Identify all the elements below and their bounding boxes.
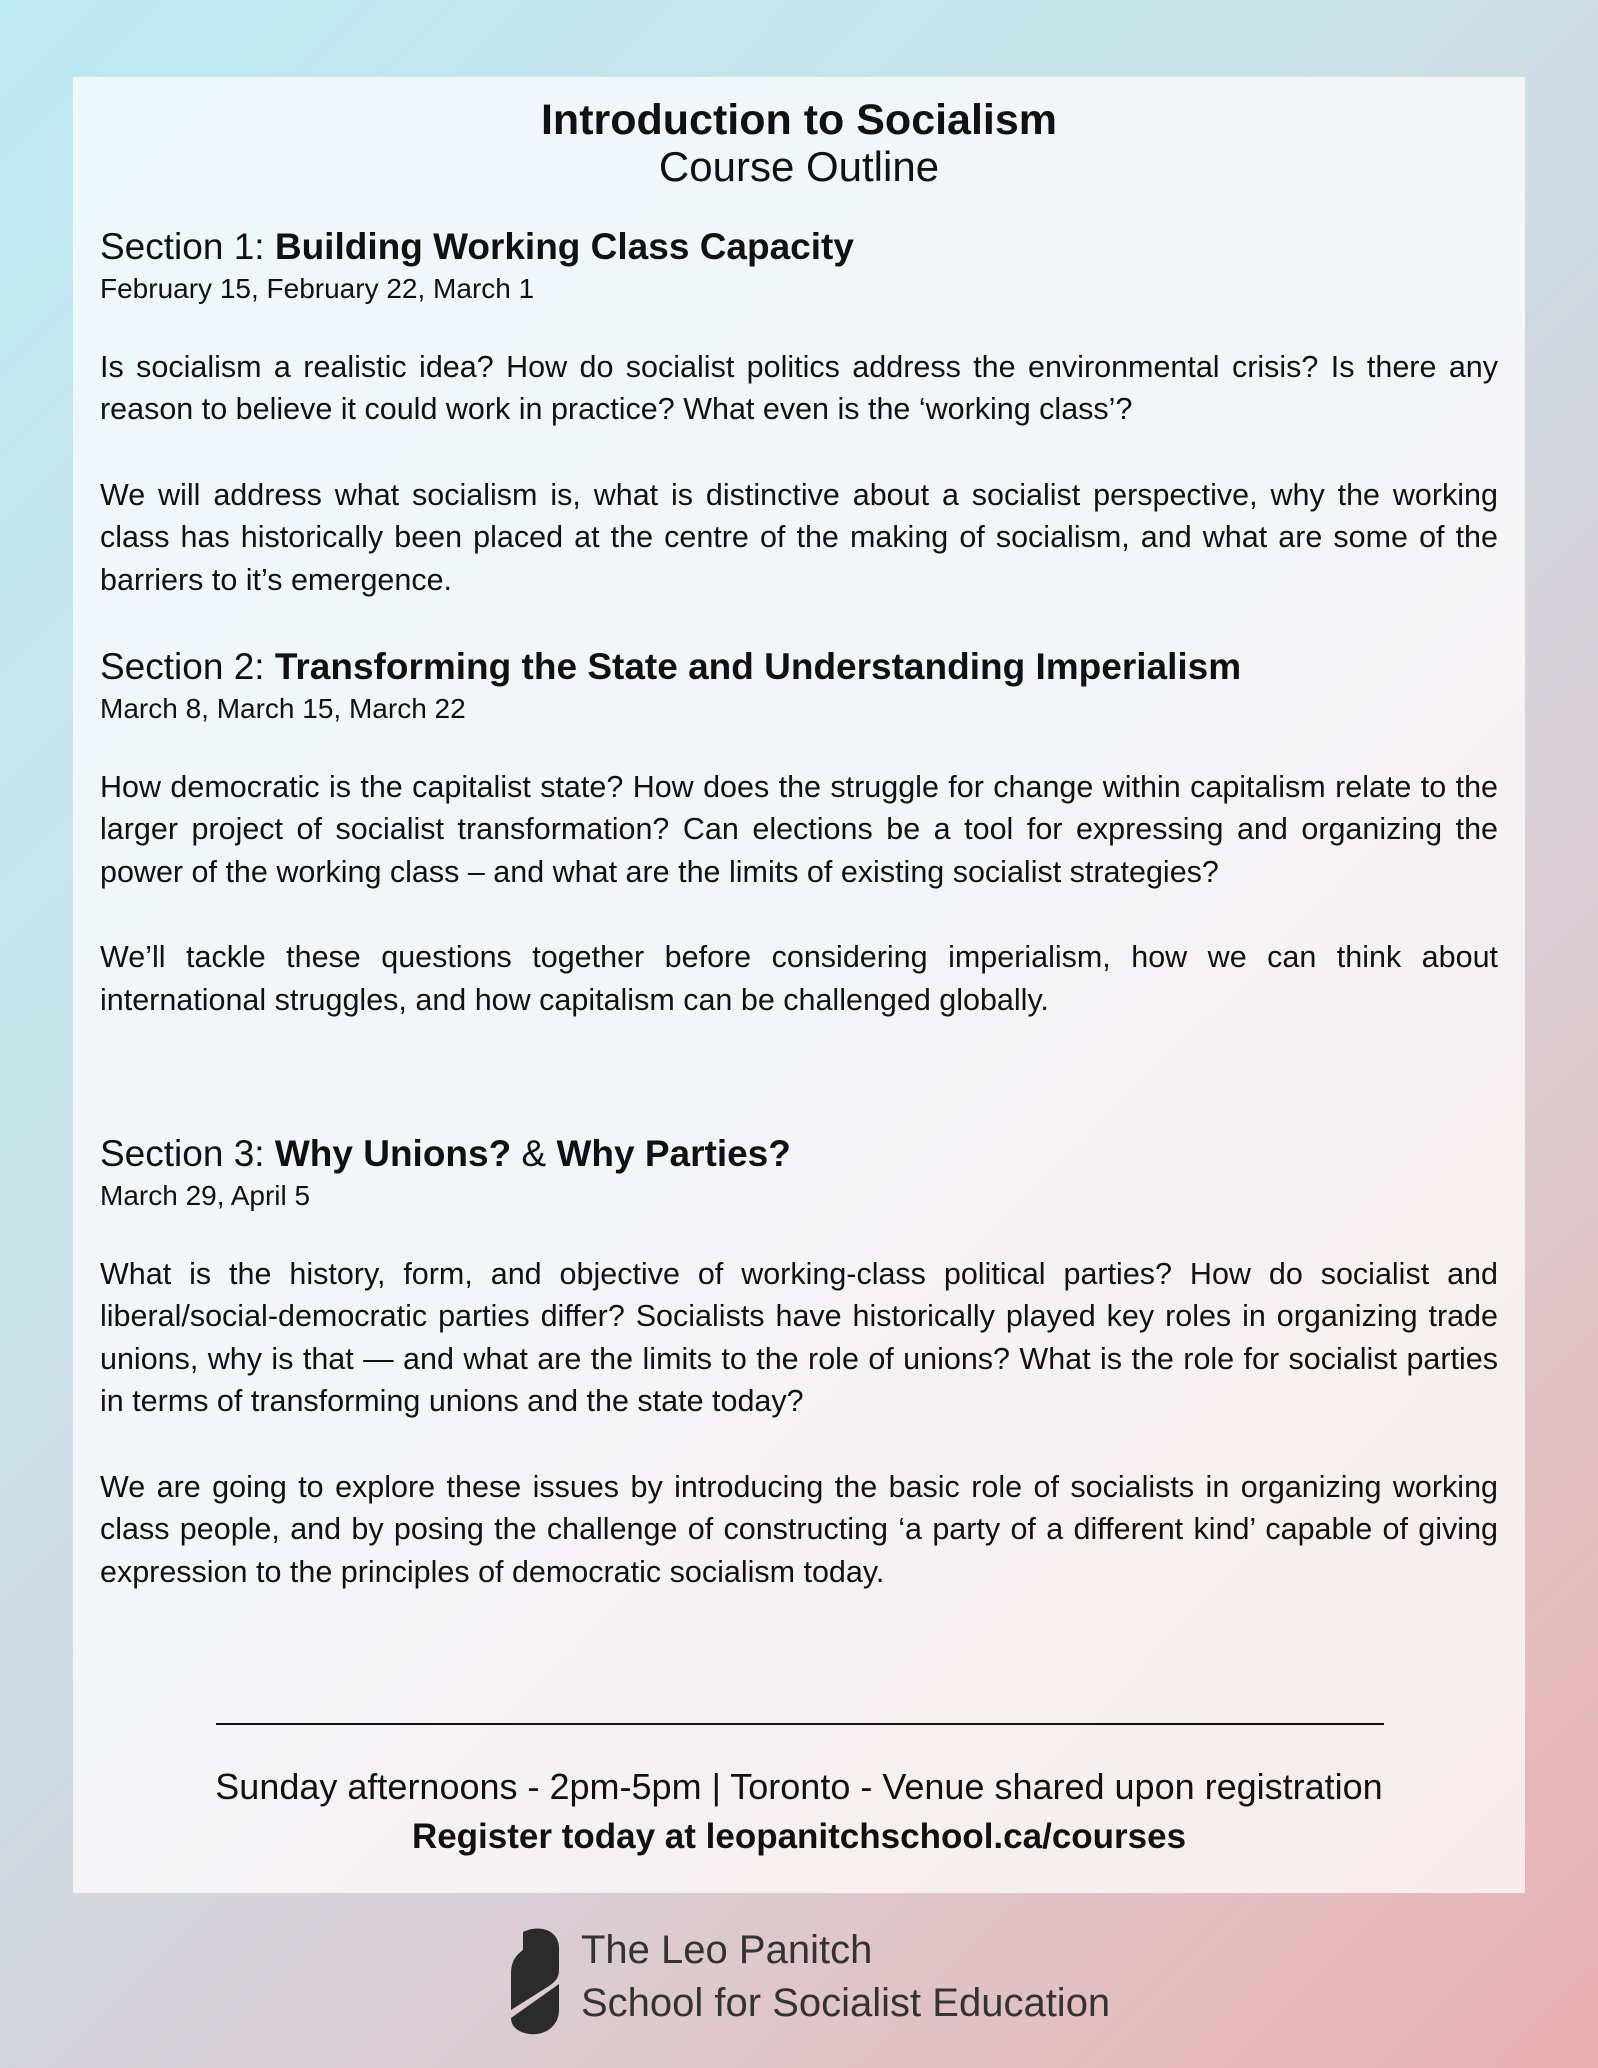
section-3 <box>100 1132 1498 1593</box>
section-2 <box>100 645 1498 1021</box>
section-paragraph: We are going to explore these issues by introducing the basic role of socialists in organizing working class people, and by posing the challenge of constructing ‘a party of a different kind’ capable of giving expression to the principles of democratic socialism today. <box>100 1469 1498 1589</box>
section-heading <box>100 225 1498 269</box>
course-outline-card <box>73 77 1525 1893</box>
section-title: Transforming the State and Understanding Imperialism <box>274 646 1242 687</box>
school-logo <box>505 1926 1325 2036</box>
school-name <box>581 1924 1110 2030</box>
section-title: Building Working Class Capacity <box>274 226 854 267</box>
section-paragraph: What is the history, form, and objective of working-class political parties? How do socialist and liberal/social-democratic parties differ? Socialists have historically played key roles in organizing trade unions, why is that — and what are the limits to the role of unions? What is the role for socialist parties in terms of transforming unions and the state today? <box>100 1256 1498 1419</box>
footer-divider <box>216 1723 1384 1725</box>
section-paragraph: Is socialism a realistic idea? How do socialist politics address the environmental crisis? Is there any reason to believe it could work in practice? What even is the ‘working class’? <box>100 349 1498 427</box>
register-link-text[interactable]: Register today at leopanitchschool.ca/courses <box>411 1817 1187 1856</box>
section-heading <box>100 645 1498 689</box>
section-prefix: Section 1: <box>100 226 275 267</box>
section-prefix: Section 3: <box>100 1133 275 1174</box>
section-paragraph: We’ll tackle these questions together before considering imperialism, how we can think about international struggles, and how capitalism can be challenged globally. <box>100 940 1498 1017</box>
section-title-connector: & <box>511 1133 557 1174</box>
page-subtitle: Course Outline <box>658 143 940 190</box>
section-paragraph: We will address what socialism is, what is distinctive about a socialist perspective, why the working class has historically been placed at the centre of the making of socialism, and what are some of the barriers to it’s emergence. <box>100 477 1498 597</box>
section-title-parties: Why Parties? <box>556 1133 791 1174</box>
page-title: Introduction to Socialism <box>540 96 1058 144</box>
leaf-slash-icon <box>505 1926 561 2036</box>
section-paragraph: How democratic is the capitalist state? How does the struggle for change within capitalism relate to the larger project of socialist transformation? Can elections be a tool for expressing and organizing the power of the working class – and what are the limits of existing socialist strategies? <box>100 769 1498 889</box>
section-dates: February 15, February 22, March 1 <box>100 273 535 305</box>
school-name-line-1: The Leo Panitch <box>581 1928 873 1972</box>
school-name-line-2: School for Socialist Education <box>581 1981 1111 2025</box>
section-1 <box>100 225 1498 601</box>
section-title-unions: Why Unions? <box>274 1133 512 1174</box>
section-heading <box>100 1132 1498 1176</box>
schedule-text: Sunday afternoons - 2pm-5pm | Toronto - Venue shared upon registration <box>215 1766 1383 1807</box>
section-prefix: Section 2: <box>100 646 275 687</box>
section-dates: March 29, April 5 <box>100 1180 311 1212</box>
section-dates: March 8, March 15, March 22 <box>100 693 466 725</box>
